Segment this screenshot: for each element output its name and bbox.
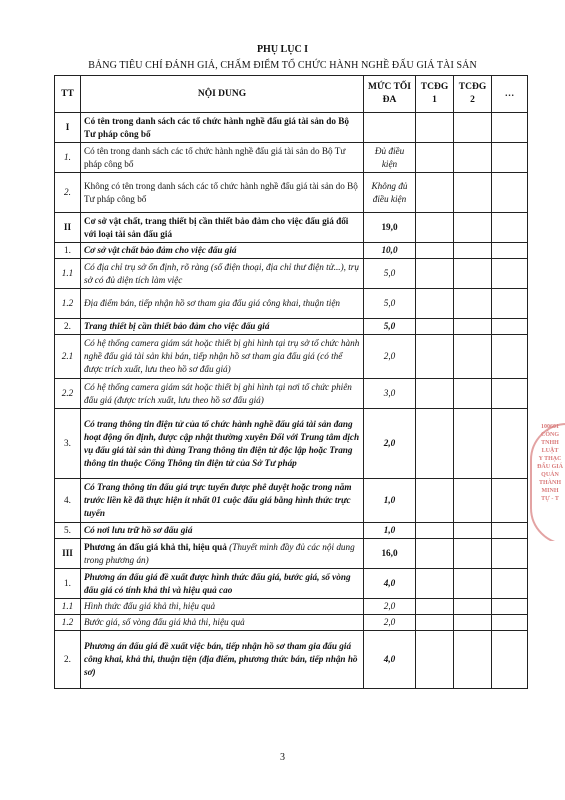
table-row (55, 289, 528, 319)
score-cell (492, 243, 528, 259)
criteria-table (54, 75, 528, 689)
row-content-text: Phương án đấu giá khả thi, hiệu quả (84, 541, 227, 552)
row-number: 2. (55, 173, 81, 213)
seal-text: 100601 (541, 424, 559, 430)
row-max-score: 2,0 (364, 615, 416, 631)
row-max-score: 3,0 (364, 379, 416, 409)
row-content (81, 631, 364, 689)
score-cell (492, 143, 528, 173)
seal-text: TỰ - T (541, 496, 559, 502)
score-cell (416, 539, 454, 569)
row-content (81, 479, 364, 523)
score-cell (416, 243, 454, 259)
row-number: 4. (55, 479, 81, 523)
table-row (55, 631, 528, 689)
row-content-text: Phương án đấu giá đề xuất việc bán, tiếp nhận hồ sơ tham gia đấu giá công khai, khả thi, thuận tiện (84, 641, 352, 664)
row-content (81, 539, 364, 569)
score-cell (416, 615, 454, 631)
header-tcdg1: TCĐG 1 (416, 76, 454, 113)
row-content (81, 335, 364, 379)
row-content-text: Trang thiết bị cần thiết bảo đảm cho việc đấu giá (84, 321, 270, 331)
seal-text: Y THẠC (538, 456, 562, 462)
score-cell (492, 319, 528, 335)
row-number: 1.1 (55, 599, 81, 615)
score-cell (454, 113, 492, 143)
score-cell (416, 213, 454, 243)
score-cell (416, 479, 454, 523)
score-cell (492, 213, 528, 243)
seal-text: CÔNG (541, 432, 559, 438)
row-number: 1. (55, 243, 81, 259)
row-number: 1.2 (55, 289, 81, 319)
row-max-score (364, 113, 416, 143)
table-row (55, 335, 528, 379)
table-row (55, 599, 528, 615)
score-cell (492, 335, 528, 379)
table-row (55, 539, 528, 569)
row-max-score: 2,0 (364, 599, 416, 615)
seal-text: THÀNH (538, 480, 561, 486)
page-number: 3 (280, 752, 285, 763)
row-number: 2. (55, 319, 81, 335)
score-cell (416, 319, 454, 335)
seal-text: QUẢN (541, 472, 559, 478)
row-content (81, 379, 364, 409)
row-content-note: (địa điểm, phương thức bán, tiếp nhận hồ sơ) (84, 654, 358, 677)
row-content (81, 615, 364, 631)
score-cell (492, 599, 528, 615)
table-row (55, 569, 528, 599)
table-row (55, 259, 528, 289)
score-cell (492, 409, 528, 479)
appendix-heading: PHỤ LỤC I (256, 44, 309, 55)
score-cell (492, 615, 528, 631)
table-row (55, 173, 528, 213)
row-content-text: Có trang thông tin điện tử của tổ chức hành nghề đấu giá tài sản đang hoạt động ổn định, được cập nhật thường xuyên Đối với Trung tâm dịch vụ đấu giá tài sản thì dùng Trang thông tin điện tử độc lập hoặc Trang thông tin thuộc Cổng Thông tin điện tử của Sở Tư pháp (84, 418, 360, 468)
score-cell (454, 409, 492, 479)
table-row (55, 479, 528, 523)
row-max-score: 19,0 (364, 213, 416, 243)
row-content-text: Có tên trong danh sách các tổ chức hành nghề đấu giá tài sản do Bộ Tư pháp công bố (84, 145, 346, 169)
row-max-score: 1,0 (364, 479, 416, 523)
score-cell (492, 113, 528, 143)
row-content-text: Có tên trong danh sách các tổ chức hành nghề đấu giá tài sản do Bộ Tư pháp công bố (84, 115, 349, 139)
row-content (81, 113, 364, 143)
row-content (81, 289, 364, 319)
seal-text: LUẬT (541, 448, 559, 454)
seal-text: TNHH (541, 440, 559, 446)
row-number: 3. (55, 409, 81, 479)
score-cell (492, 569, 528, 599)
table-row (55, 213, 528, 243)
row-content-text: Có địa chỉ trụ sở ổn định, rõ ràng (số điện thoại, địa chỉ thư điện tử...), trụ sở có đủ diện tích làm việc (84, 261, 359, 285)
score-cell (492, 173, 528, 213)
score-cell (492, 379, 528, 409)
score-cell (454, 289, 492, 319)
score-cell (492, 479, 528, 523)
table-row (55, 523, 528, 539)
row-max-score: 4,0 (364, 631, 416, 689)
row-number: III (55, 539, 81, 569)
row-content-text: Có hệ thống camera giám sát hoặc thiết bị ghi hình tại trụ sở tổ chức hành nghề đấu giá tài sản khi bán, tiếp nhận hồ sơ tham gia đấu giá (có thể được trích xuất, lưu theo hồ sơ đấu giá) (84, 338, 360, 374)
row-content-text: Hình thức đấu giá khả thi, hiệu quả (84, 601, 216, 611)
header-row (55, 76, 528, 113)
row-content-text: Phương án đấu giá đề xuất được hình thức đấu giá, bước giá, số vòng đấu giá có tính khả thi và hiệu quả cao (84, 571, 351, 595)
score-cell (416, 173, 454, 213)
row-content (81, 319, 364, 335)
score-cell (416, 113, 454, 143)
row-number: 2.2 (55, 379, 81, 409)
score-cell (492, 631, 528, 689)
score-cell (454, 599, 492, 615)
company-seal (526, 423, 565, 541)
row-content (81, 243, 364, 259)
score-cell (454, 615, 492, 631)
score-cell (454, 539, 492, 569)
score-cell (492, 523, 528, 539)
score-cell (454, 259, 492, 289)
row-number: I (55, 113, 81, 143)
table-row (55, 615, 528, 631)
row-number: II (55, 213, 81, 243)
table-row (55, 379, 528, 409)
score-cell (454, 173, 492, 213)
row-content (81, 409, 364, 479)
score-cell (454, 379, 492, 409)
row-max-score: 1,0 (364, 523, 416, 539)
row-max-score: 2,0 (364, 409, 416, 479)
row-content (81, 523, 364, 539)
row-number: 1. (55, 569, 81, 599)
header-tcdg2: TCĐG 2 (454, 76, 492, 113)
row-number: 2.1 (55, 335, 81, 379)
row-number: 1. (55, 143, 81, 173)
row-content (81, 173, 364, 213)
header-more: … (492, 76, 528, 113)
table-row (55, 319, 528, 335)
row-content-text: Cơ sở vật chất, trang thiết bị cần thiết bảo đảm cho việc đấu giá đối với loại tài sản đấu giá (84, 215, 349, 239)
header-tt: TT (55, 76, 81, 113)
row-number: 1.1 (55, 259, 81, 289)
score-cell (416, 289, 454, 319)
score-cell (416, 409, 454, 479)
row-number: 5. (55, 523, 81, 539)
table-row (55, 113, 528, 143)
row-max-score: 2,0 (364, 335, 416, 379)
score-cell (454, 335, 492, 379)
row-content-text: Địa điểm bán, tiếp nhận hồ sơ tham gia đấu giá công khai, thuận tiện (84, 298, 341, 308)
row-content (81, 143, 364, 173)
row-max-score: 5,0 (364, 289, 416, 319)
row-max-score: Không đủ điều kiện (364, 173, 416, 213)
seal-text: ĐẤU GIÁ (537, 464, 563, 470)
score-cell (454, 479, 492, 523)
score-cell (416, 143, 454, 173)
seal-text: MINH (541, 488, 559, 494)
row-max-score: 4,0 (364, 569, 416, 599)
header-content: NỘI DUNG (81, 76, 364, 113)
score-cell (454, 213, 492, 243)
score-cell (416, 569, 454, 599)
score-cell (416, 523, 454, 539)
table-row (55, 243, 528, 259)
header-max: MỨC TỐI ĐA (364, 76, 416, 113)
score-cell (416, 259, 454, 289)
row-content (81, 599, 364, 615)
row-content-text: Có nơi lưu trữ hồ sơ đấu giá (84, 525, 193, 535)
table-row (55, 409, 528, 479)
row-content (81, 259, 364, 289)
score-cell (416, 599, 454, 615)
row-content-text: Có Trang thông tin đấu giá trực tuyến được phê duyệt hoặc trong năm trước liền kề đã thực hiện ít nhất 01 cuộc đấu giá bằng hình thức trực tuyến (84, 482, 352, 518)
row-content-text: Cơ sở vật chất bảo đảm cho việc đấu giá (84, 245, 237, 255)
row-max-score: Đủ điều kiện (364, 143, 416, 173)
score-cell (416, 631, 454, 689)
score-cell (454, 243, 492, 259)
row-max-score: 5,0 (364, 319, 416, 335)
row-content-note: (Thuyết minh đầy đủ các nội dung trong phương án) (84, 541, 355, 565)
score-cell (416, 379, 454, 409)
row-content-text: Không có tên trong danh sách các tổ chức hành nghề đấu giá tài sản do Bộ Tư pháp công bố (84, 180, 358, 204)
score-cell (492, 539, 528, 569)
row-content-text: Bước giá, số vòng đấu giá khả thi, hiệu quả (84, 617, 245, 627)
score-cell (416, 335, 454, 379)
row-number: 2. (55, 631, 81, 689)
score-cell (492, 289, 528, 319)
row-max-score: 10,0 (364, 243, 416, 259)
score-cell (492, 259, 528, 289)
score-cell (454, 143, 492, 173)
score-cell (454, 631, 492, 689)
row-content-text: Có hệ thống camera giám sát hoặc thiết bị ghi hình tại nơi tổ chức phiên đấu giá (được trích xuất, lưu theo hồ sơ đấu giá) (84, 381, 352, 405)
table-title: BẢNG TIÊU CHÍ ĐÁNH GIÁ, CHẤM ĐIỂM TỔ CHỨC HÀNH NGHỀ ĐẤU GIÁ TÀI SẢN (88, 60, 477, 71)
row-number: 1.2 (55, 615, 81, 631)
score-cell (454, 523, 492, 539)
row-content (81, 569, 364, 599)
row-content (81, 213, 364, 243)
row-max-score: 16,0 (364, 539, 416, 569)
score-cell (454, 569, 492, 599)
score-cell (454, 319, 492, 335)
row-max-score: 5,0 (364, 259, 416, 289)
table-row (55, 143, 528, 173)
